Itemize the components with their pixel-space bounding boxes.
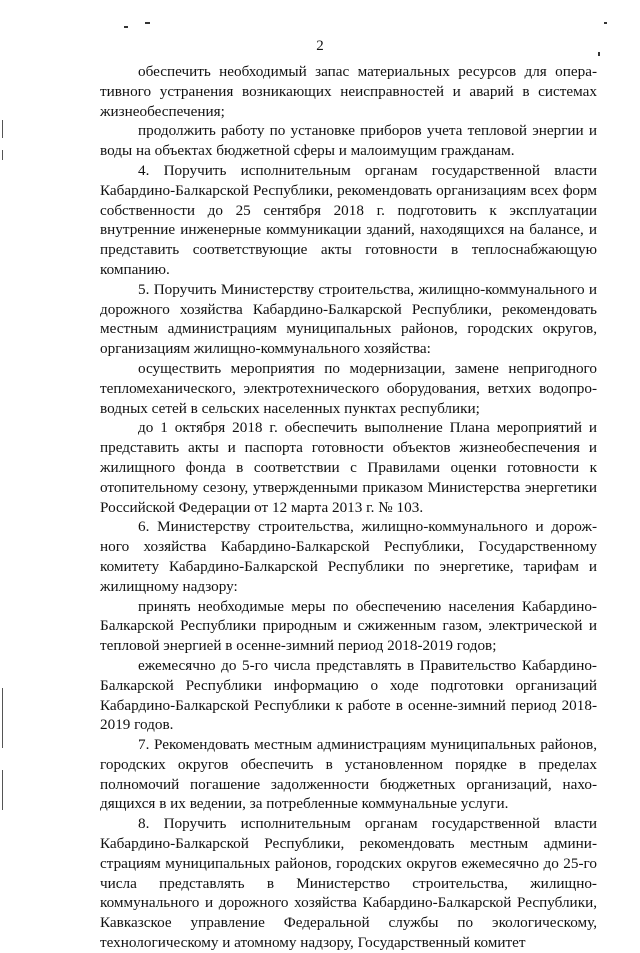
paragraph: 8. Поручить исполнительным органам государственной власти Кабардино-Балкарской Республики, рекомендовать местным администрациям муниципальных районов, городских округов ежемесячно до 25-го числа представлять в Министерство строительства, жилищно-коммунального и дорожного хозяйства Кабардино-Балкарской Республики, Кавказское управление Федеральной службы по экологическому, технологическому и атомному надзору, Государственный комитет: [100, 815, 597, 952]
paragraph: ежемесячно до 5-го числа представлять в Правительство Кабардино-Балкарской Республики информацию о ходе подготовки организаций Кабардино-Балкарской Республики к работе в осенне-зимний период 2018-2019 годов.: [100, 656, 597, 734]
paragraph: 4. Поручить исполнительным органам государственной власти Кабардино-Балкарской Республики, рекомендовать организациям всех форм собственности до 25 сентября 2018 г. подготовить к эксплуатации внутренние инженерные коммуникации зданий, находящихся на балансе, и представить соответствующие акты готовности в теплоснабжающую компанию.: [100, 161, 597, 278]
paragraph: принять необходимые меры по обеспечению населения Кабардино-Балкарской Республики природным и сжиженным газом, электрической и тепловой энергией в осенне-зимний период 2018-2019 годов;: [100, 597, 597, 655]
scan-edge-line: [2, 120, 3, 138]
paragraph: обеспечить необходимый запас материальных ресурсов для оперативного устранения возникающих неисправностей и аварий в системах жизнеобеспечения;: [100, 63, 597, 120]
scan-edge-line: [2, 688, 3, 748]
scan-edge-line: [2, 150, 3, 160]
scan-speck: [145, 22, 150, 24]
paragraph: 5. Поручить Министерству строительства, жилищно-коммунального и дорожного хозяйства Кабардино-Балкарской Республики, рекомендовать местным администрациям муниципальных районов, городских округов, организациям жилищно-коммунального хозяйства:: [100, 280, 597, 358]
page-number: 2: [316, 38, 324, 54]
document-body: [100, 62, 597, 953]
scan-speck: [604, 22, 607, 24]
paragraph: осуществить мероприятия по модернизации, замене непригодного тепломеханического, электротехнического оборудования, ветхих водопроводных сетей в сельских населенных пунктах республики;: [100, 359, 597, 417]
scan-speck: [124, 26, 128, 28]
paragraph: 6. Министерству строительства, жилищно-коммунального и дорожного хозяйства Кабардино-Балкарской Республики, Государственному комитету Кабардино-Балкарской Республики по энергетике, тарифам и жилищному надзору:: [100, 518, 597, 595]
paragraph: продолжить работу по установке приборов учета тепловой энергии и воды на объектах бюджетной сферы и малоимущим гражданам.: [100, 122, 597, 160]
scan-edge-line: [2, 770, 3, 810]
paragraph: 7. Рекомендовать местным администрациям муниципальных районов, городских округов обеспечить в установленном порядке в пределах полномочий погашение задолженности бюджетных организаций, находящихся в их ведении, за потребленные коммунальные услуги.: [100, 736, 597, 813]
paragraph: до 1 октября 2018 г. обеспечить выполнение Плана мероприятий и представить акты и паспорта готовности объектов жизнеобеспечения и жилищного фонда в соответствии с Правилами оценки готовности к отопительному сезону, утвержденными приказом Министерства энергетики Российской Федерации от 12 марта 2013 г. № 103.: [100, 419, 597, 516]
